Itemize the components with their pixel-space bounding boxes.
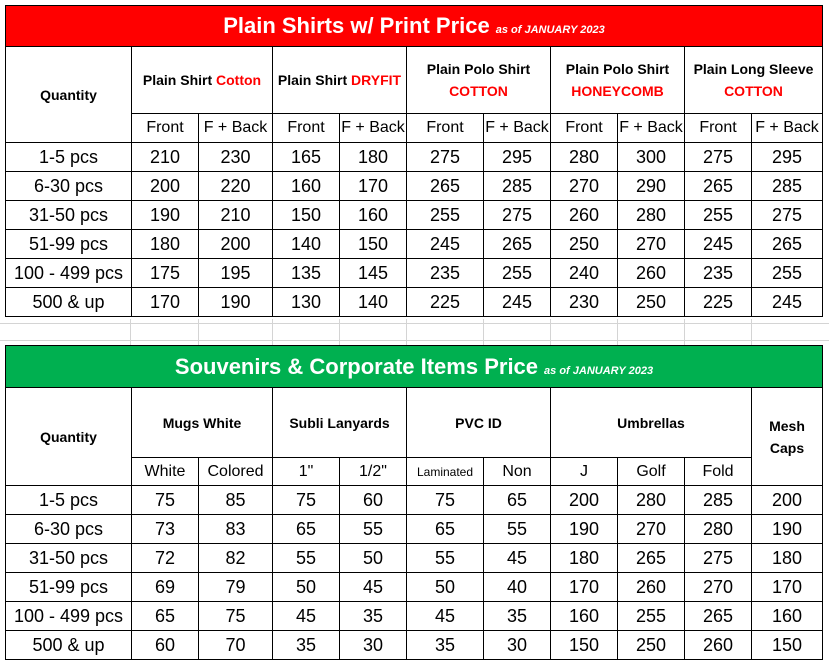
price-cell: 50 [340,544,407,573]
price-cell: 75 [132,486,199,515]
price-cell: 260 [618,573,685,602]
subheader-half-inch: 1/2" [340,458,407,486]
table-row [6,486,823,515]
shirts-title: Plain Shirts w/ Print Price [223,13,490,38]
price-cell: 275 [484,201,551,230]
subheader-front: Front [685,114,752,143]
price-cell: 130 [273,288,340,317]
quantity-cell: 500 & up [6,631,132,660]
price-cell: 79 [199,573,273,602]
price-cell: 85 [199,486,273,515]
price-cell: 285 [685,486,752,515]
price-cell: 35 [340,602,407,631]
price-cell: 280 [685,515,752,544]
price-cell: 210 [199,201,273,230]
shirts-price-table [5,5,823,317]
price-cell: 65 [132,602,199,631]
price-cell: 150 [551,631,618,660]
subheader-front-back: F + Back [199,114,273,143]
price-cell: 270 [618,515,685,544]
souvenirs-banner [6,346,823,388]
price-cell: 50 [273,573,340,602]
price-cell: 45 [340,573,407,602]
price-cell: 230 [551,288,618,317]
table-row [6,573,823,602]
price-cell: 245 [685,230,752,259]
group-header-umbrellas: Umbrellas [551,388,752,458]
price-cell: 275 [685,143,752,172]
price-cell: 250 [618,288,685,317]
price-cell: 235 [685,259,752,288]
price-cell: 275 [685,544,752,573]
price-cell: 200 [199,230,273,259]
group-header-plain-shirt-dryfit: Plain Shirt DRYFIT [273,47,407,114]
group-header-subli-lanyards: Subli Lanyards [273,388,407,458]
quantity-cell: 100 - 499 pcs [6,259,132,288]
quantity-cell: 6-30 pcs [6,515,132,544]
price-cell: 245 [484,288,551,317]
price-cell: 300 [618,143,685,172]
price-cell: 250 [618,631,685,660]
quantity-cell: 31-50 pcs [6,544,132,573]
price-cell: 265 [484,230,551,259]
price-cell: 35 [407,631,484,660]
souvenirs-quantity-header: Quantity [6,388,132,486]
quantity-cell: 51-99 pcs [6,230,132,259]
price-cell: 195 [199,259,273,288]
price-cell: 245 [407,230,484,259]
subheader-front-back: F + Back [618,114,685,143]
table-row [6,288,823,317]
price-cell: 30 [340,631,407,660]
subheader-front: Front [551,114,618,143]
subheader-front-back: F + Back [752,114,823,143]
subheader-white: White [132,458,199,486]
price-cell: 170 [752,573,823,602]
group-header-mugs-white: Mugs White [132,388,273,458]
price-cell: 295 [484,143,551,172]
souvenirs-subtitle: as of JANUARY 2023 [544,364,654,377]
price-cell: 145 [340,259,407,288]
price-cell: 69 [132,573,199,602]
price-cell: 55 [273,544,340,573]
price-cell: 150 [340,230,407,259]
price-cell: 165 [273,143,340,172]
price-cell: 265 [618,544,685,573]
price-cell: 260 [618,259,685,288]
quantity-cell: 31-50 pcs [6,201,132,230]
price-cell: 275 [407,143,484,172]
sheet-gridlines [0,319,829,345]
price-cell: 200 [551,486,618,515]
price-cell: 200 [752,486,823,515]
subheader-colored: Colored [199,458,273,486]
price-cell: 190 [132,201,199,230]
group-header-plain-shirt-cotton: Plain Shirt Cotton [132,47,273,114]
price-cell: 230 [199,143,273,172]
price-cell: 60 [132,631,199,660]
price-cell: 180 [132,230,199,259]
price-cell: 55 [484,515,551,544]
price-cell: 225 [407,288,484,317]
price-cell: 290 [618,172,685,201]
price-cell: 72 [132,544,199,573]
subheader-j: J [551,458,618,486]
price-cell: 45 [484,544,551,573]
price-cell: 75 [407,486,484,515]
price-cell: 235 [407,259,484,288]
price-cell: 135 [273,259,340,288]
price-cell: 200 [132,172,199,201]
price-cell: 35 [273,631,340,660]
quantity-cell: 1-5 pcs [6,143,132,172]
price-cell: 60 [340,486,407,515]
price-cell: 245 [752,288,823,317]
price-cell: 285 [752,172,823,201]
subheader-front: Front [407,114,484,143]
table-row [6,201,823,230]
subheader-front: Front [132,114,199,143]
group-header-pvc-id: PVC ID [407,388,551,458]
price-cell: 175 [132,259,199,288]
price-cell: 160 [551,602,618,631]
price-cell: 270 [685,573,752,602]
price-cell: 45 [407,602,484,631]
price-cell: 255 [484,259,551,288]
price-cell: 45 [273,602,340,631]
subheader-fold: Fold [685,458,752,486]
price-cell: 160 [273,172,340,201]
price-cell: 210 [132,143,199,172]
subheader-golf: Golf [618,458,685,486]
price-cell: 275 [752,201,823,230]
subheader-front-back: F + Back [484,114,551,143]
price-cell: 160 [752,602,823,631]
price-cell: 255 [618,602,685,631]
price-cell: 225 [685,288,752,317]
price-cell: 170 [551,573,618,602]
shirts-subtitle: as of JANUARY 2023 [495,24,605,36]
price-cell: 40 [484,573,551,602]
price-cell: 170 [340,172,407,201]
price-cell: 83 [199,515,273,544]
quantity-cell: 100 - 499 pcs [6,602,132,631]
price-cell: 140 [340,288,407,317]
quantity-cell: 500 & up [6,288,132,317]
price-cell: 35 [484,602,551,631]
subheader-laminated: Laminated [407,458,484,486]
quantity-cell: 1-5 pcs [6,486,132,515]
table-row [6,259,823,288]
price-cell: 160 [340,201,407,230]
price-cell: 73 [132,515,199,544]
price-cell: 255 [407,201,484,230]
price-cell: 280 [551,143,618,172]
price-cell: 70 [199,631,273,660]
souvenirs-title: Souvenirs & Corporate Items Price [174,353,539,379]
price-cell: 82 [199,544,273,573]
table-row [6,602,823,631]
price-cell: 270 [551,172,618,201]
price-cell: 280 [618,486,685,515]
price-cell: 75 [273,486,340,515]
price-cell: 255 [752,259,823,288]
price-cell: 190 [199,288,273,317]
quantity-cell: 6-30 pcs [6,172,132,201]
table-row [6,143,823,172]
shirts-banner [6,6,823,47]
price-cell: 170 [132,288,199,317]
subheader-non: Non [484,458,551,486]
price-cell: 270 [618,230,685,259]
price-cell: 250 [551,230,618,259]
subheader-front-back: F + Back [340,114,407,143]
price-cell: 150 [752,631,823,660]
souvenirs-price-table [5,345,823,660]
price-cell: 255 [685,201,752,230]
table-row [6,515,823,544]
price-cell: 180 [551,544,618,573]
price-cell: 220 [199,172,273,201]
group-header-mesh-caps: Mesh Caps [752,388,823,486]
price-cell: 180 [752,544,823,573]
price-cell: 190 [551,515,618,544]
souvenirs-rows [6,486,823,660]
group-header-long-sleeve-cotton: Plain Long Sleeve COTTON [685,47,823,114]
price-cell: 295 [752,143,823,172]
price-cell: 65 [273,515,340,544]
price-cell: 55 [340,515,407,544]
table-row [6,631,823,660]
price-cell: 65 [484,486,551,515]
price-cell: 260 [685,631,752,660]
price-cell: 150 [273,201,340,230]
shirts-rows [6,143,823,317]
price-cell: 50 [407,573,484,602]
price-cell: 280 [618,201,685,230]
price-cell: 260 [551,201,618,230]
price-cell: 180 [340,143,407,172]
subheader-front: Front [273,114,340,143]
price-cell: 285 [484,172,551,201]
price-cell: 190 [752,515,823,544]
price-cell: 55 [407,544,484,573]
price-cell: 265 [752,230,823,259]
price-cell: 75 [199,602,273,631]
shirts-quantity-header: Quantity [6,47,132,143]
group-header-polo-honeycomb: Plain Polo Shirt HONEYCOMB [551,47,685,114]
quantity-cell: 51-99 pcs [6,573,132,602]
price-cell: 265 [685,602,752,631]
price-cell: 240 [551,259,618,288]
price-cell: 265 [685,172,752,201]
price-cell: 30 [484,631,551,660]
group-header-polo-cotton: Plain Polo Shirt COTTON [407,47,551,114]
subheader-one-inch: 1" [273,458,340,486]
table-row [6,230,823,259]
table-row [6,172,823,201]
table-row [6,544,823,573]
price-cell: 265 [407,172,484,201]
price-cell: 140 [273,230,340,259]
price-cell: 65 [407,515,484,544]
